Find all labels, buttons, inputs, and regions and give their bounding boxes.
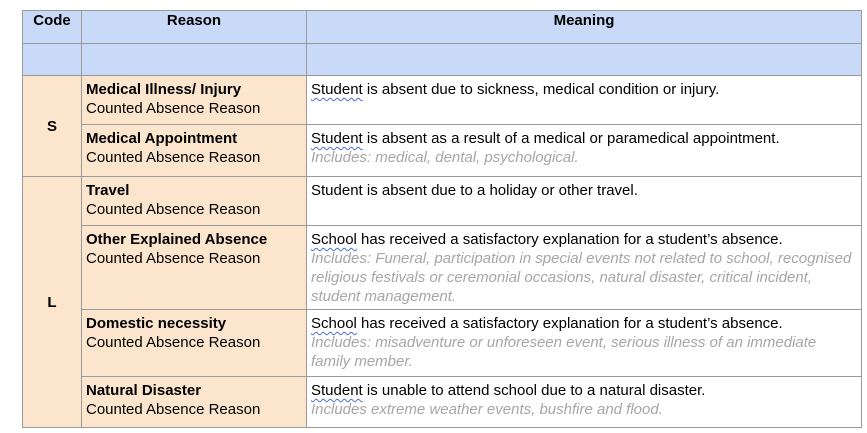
meaning-text xyxy=(311,230,857,249)
header-reason: Reason xyxy=(82,11,307,44)
meaning-rest: Student is absent due to a holiday or other travel. xyxy=(311,182,638,199)
reason-type: Counted Absence Reason xyxy=(86,100,261,117)
reason-type: Counted Absence Reason xyxy=(86,250,261,267)
reason-cell xyxy=(82,125,307,177)
meaning-first-word: Student xyxy=(311,130,363,147)
meaning-note: Includes: Funeral, participation in special events not related to school, recognised religious festivals or ceremonial occasions, natural disaster, critical incident, student management. xyxy=(311,250,852,305)
table-row xyxy=(23,177,862,226)
meaning-cell xyxy=(307,125,862,177)
header-meaning: Meaning xyxy=(307,11,862,44)
header-row xyxy=(23,11,862,44)
reason-name: Natural Disaster xyxy=(86,382,202,399)
reason-type: Counted Absence Reason xyxy=(86,334,261,351)
reason-cell xyxy=(82,377,307,428)
meaning-cell xyxy=(307,226,862,310)
reason-cell xyxy=(82,76,307,125)
reason-cell xyxy=(82,310,307,377)
table-row xyxy=(23,226,862,310)
reason-name: Medical Appointment xyxy=(86,130,238,147)
blank-cell xyxy=(23,44,82,76)
table-row xyxy=(23,125,862,177)
blank-cell xyxy=(307,44,862,76)
table-row xyxy=(23,377,862,428)
meaning-first-word: School xyxy=(311,231,357,248)
meaning-rest: is unable to attend school due to a natural disaster. xyxy=(362,382,706,399)
meaning-note: Includes: misadventure or unforeseen event, serious illness of an immediate family member. xyxy=(311,334,817,370)
meaning-text xyxy=(311,80,857,99)
meaning-cell xyxy=(307,310,862,377)
meaning-first-word: Student xyxy=(311,81,363,98)
table-row xyxy=(23,310,862,377)
code-cell-s: S xyxy=(23,76,82,177)
header-code: Code xyxy=(23,11,82,44)
meaning-text xyxy=(311,129,857,148)
reason-name: Other Explained Absence xyxy=(86,231,268,248)
meaning-cell xyxy=(307,377,862,428)
meaning-text xyxy=(311,381,857,400)
reason-cell xyxy=(82,226,307,310)
reason-cell xyxy=(82,177,307,226)
reason-type: Counted Absence Reason xyxy=(86,401,261,418)
reason-name: Travel xyxy=(86,182,130,199)
meaning-rest: has received a satisfactory explanation for a student’s absence. xyxy=(356,231,783,248)
code-cell-l: L xyxy=(23,177,82,428)
meaning-note: Includes extreme weather events, bushfire and flood. xyxy=(311,401,663,418)
absence-codes-table xyxy=(22,10,862,428)
meaning-cell xyxy=(307,177,862,226)
table-row xyxy=(23,76,862,125)
reason-type: Counted Absence Reason xyxy=(86,149,261,166)
blank-cell xyxy=(82,44,307,76)
meaning-rest: is absent due to sickness, medical condition or injury. xyxy=(362,81,720,98)
meaning-text xyxy=(311,181,857,200)
reason-type: Counted Absence Reason xyxy=(86,201,261,218)
blank-row xyxy=(23,44,862,76)
meaning-cell xyxy=(307,76,862,125)
reason-name: Medical Illness/ Injury xyxy=(86,81,242,98)
meaning-rest: is absent as a result of a medical or paramedical appointment. xyxy=(362,130,780,147)
reason-name: Domestic necessity xyxy=(86,315,227,332)
meaning-note: Includes: medical, dental, psychological. xyxy=(311,149,579,166)
meaning-rest: has received a satisfactory explanation for a student’s absence. xyxy=(356,315,783,332)
meaning-first-word: School xyxy=(311,315,357,332)
meaning-first-word: Student xyxy=(311,382,363,399)
meaning-text xyxy=(311,314,857,333)
